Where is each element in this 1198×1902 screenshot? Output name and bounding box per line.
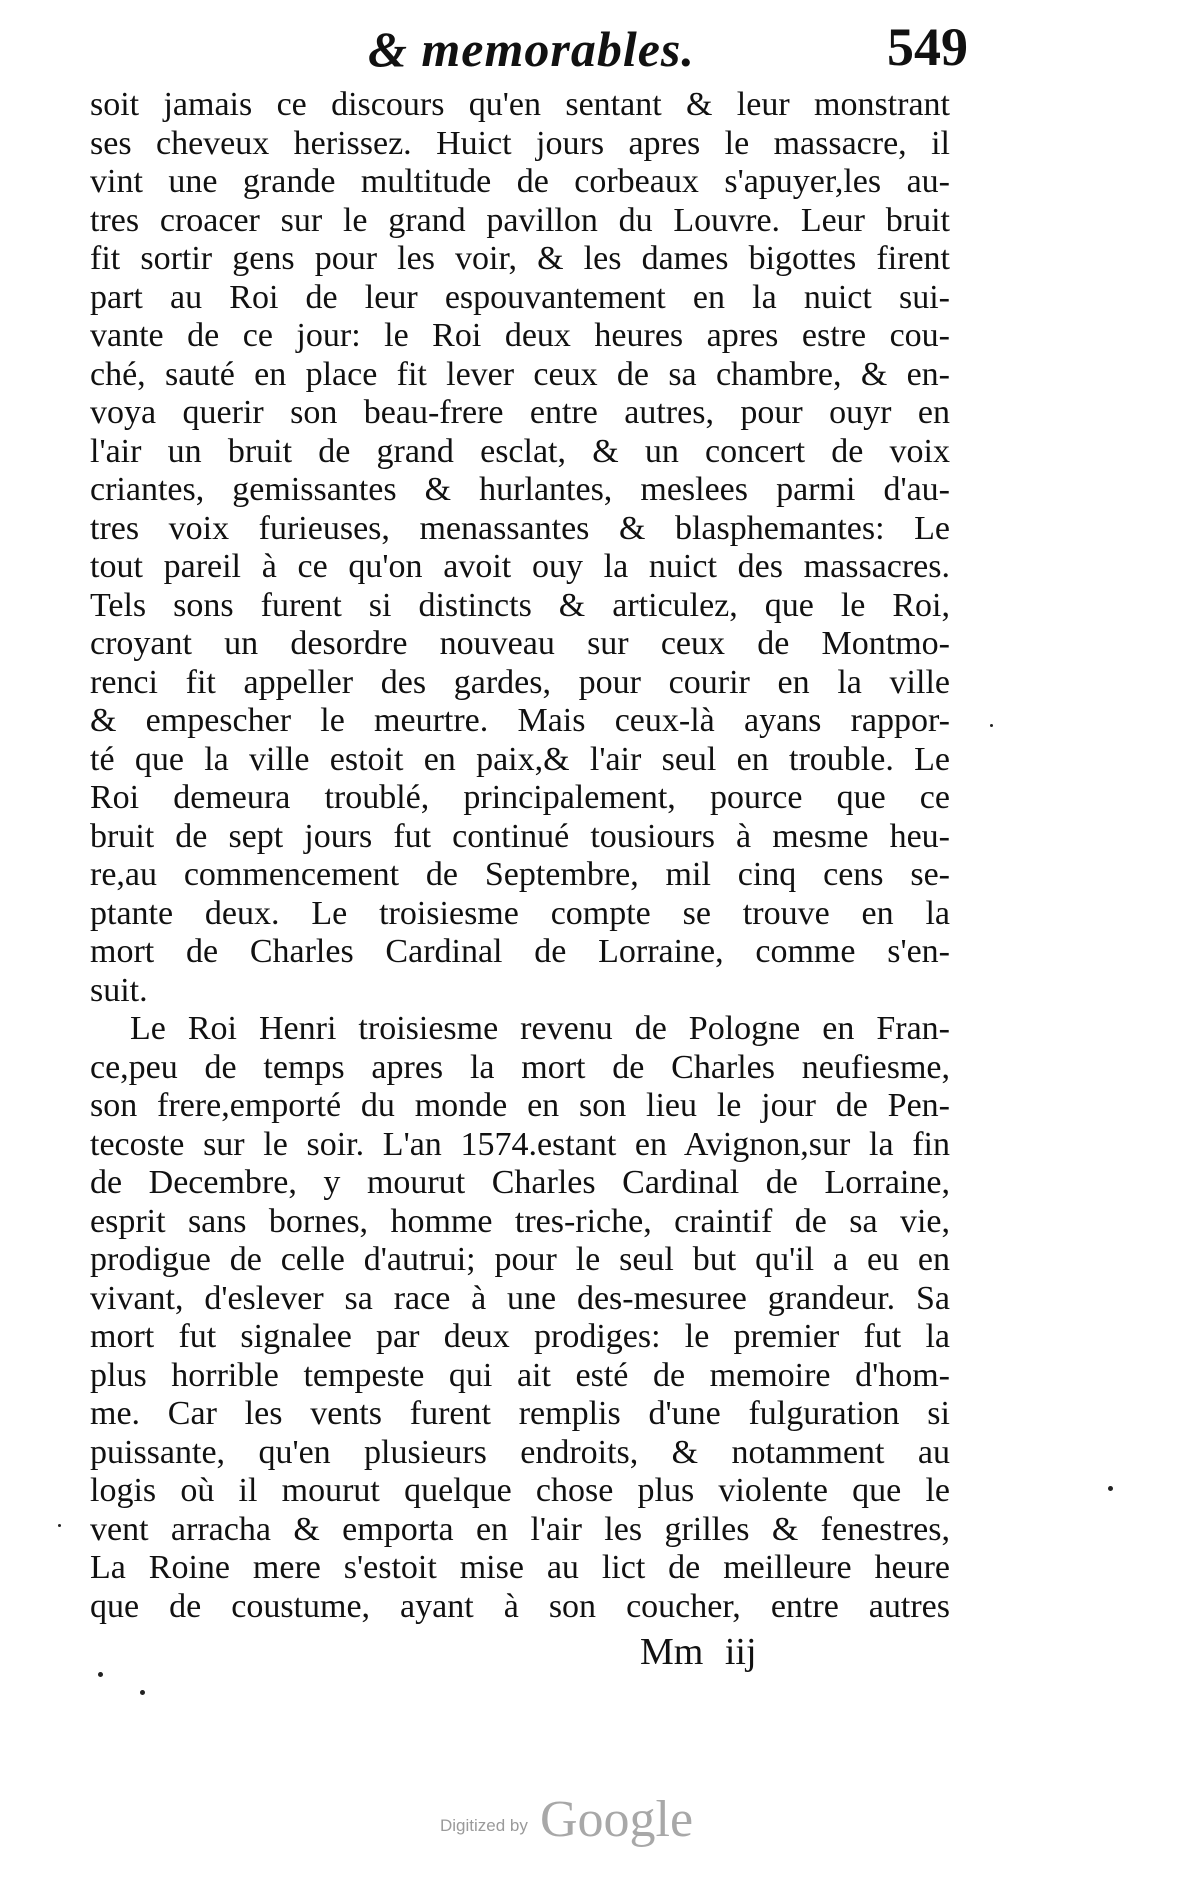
text-line: ses cheveux herissez. Huict jours apres le massacre, il — [90, 124, 950, 162]
scan-speck — [990, 724, 993, 727]
text-line: té que la ville estoit en paix,& l'air seul en trouble. Le — [90, 740, 950, 778]
page-header — [340, 17, 980, 88]
text-line: croyant un desordre nouveau sur ceux de Montmo- — [90, 625, 950, 662]
text-line: l'air un bruit de grand esclat, & un concert de voix — [90, 432, 950, 470]
text-line: tecoste sur le soir. L'an 1574.estant en Avignon,sur la fin — [90, 1125, 950, 1163]
text-line: Tels sons furent si distincts & articulez, que le Roi, — [90, 586, 950, 624]
text-line: voya querir son beau-frere entre autres, pour ouyr en — [90, 394, 950, 431]
text-line: son frere,emporté du monde en son lieu le jour de Pen- — [90, 1087, 950, 1124]
text-line: suit. — [90, 971, 148, 1009]
text-line: renci fit appeller des gardes, pour courir en la ville — [90, 663, 950, 701]
text-line: re,au commencement de Septembre, mil cinq cens se- — [90, 856, 950, 893]
scan-speck — [140, 1690, 145, 1695]
text-line: ptante deux. Le troisiesme compte se trouve en la — [90, 894, 950, 932]
text-line: logis où il mourut quelque chose plus violente que le — [90, 1472, 950, 1509]
text-line: que de coustume, ayant à son coucher, entre autres — [90, 1587, 950, 1625]
digitization-watermark — [400, 1790, 800, 1850]
text-line: puissante, qu'en plusieurs endroits, & notamment au — [90, 1433, 950, 1471]
text-line: ché, sauté en place fit lever ceux de sa chambre, & en- — [90, 355, 950, 393]
text-line: Le Roi Henri troisiesme revenu de Pologne en Fran- — [130, 1010, 950, 1047]
signature-mark: Mm iij — [640, 1631, 757, 1673]
scan-speck — [98, 1672, 103, 1677]
text-line: fit sortir gens pour les voir, & les dames bigottes firent — [90, 240, 950, 277]
page-number: 549 — [887, 17, 968, 77]
text-line: prodigue de celle d'autrui; pour le seul but qu'il a eu en — [90, 1241, 950, 1278]
scan-speck — [1108, 1486, 1113, 1491]
text-line: bruit de sept jours fut continué tousiours à mesme heu- — [90, 817, 950, 855]
text-line: tout pareil à ce qu'on avoit ouy la nuict des massacres. — [90, 548, 950, 585]
text-line: vivant, d'eslever sa race à une des-mesuree grandeur. Sa — [90, 1279, 950, 1317]
text-line: esprit sans bornes, homme tres-riche, craintif de sa vie, — [90, 1202, 950, 1240]
digitized-label: Digitized by — [440, 1816, 528, 1835]
text-line: mort fut signalee par deux prodiges: le premier fut la — [90, 1318, 950, 1355]
text-line: La Roine mere s'estoit mise au lict de meilleure heure — [90, 1549, 950, 1586]
text-line: vante de ce jour: le Roi deux heures apres estre cou- — [90, 317, 950, 354]
google-logo: Google — [540, 1791, 694, 1848]
text-line: tres croacer sur le grand pavillon du Louvre. Leur bruit — [90, 201, 950, 239]
text-line: mort de Charles Cardinal de Lorraine, comme s'en- — [90, 933, 950, 970]
text-line: de Decembre, y mourut Charles Cardinal de Lorraine, — [90, 1164, 950, 1201]
text-line: criantes, gemissantes & hurlantes, meslees parmi d'au- — [90, 471, 950, 508]
text-line: vint une grande multitude de corbeaux s'apuyer,les au- — [90, 163, 950, 200]
text-line: vent arracha & emporta en l'air les grilles & fenestres, — [90, 1510, 950, 1548]
body-text — [90, 86, 950, 1626]
text-line: ce,peu de temps apres la mort de Charles neufiesme, — [90, 1048, 950, 1086]
text-line: part au Roi de leur espouvantement en la nuict sui- — [90, 278, 950, 316]
text-line: Roi demeura troublé, principalement, pource que ce — [90, 779, 950, 816]
running-title: & memorables. — [368, 21, 695, 77]
text-line: tres voix furieuses, menassantes & blasphemantes: Le — [90, 509, 950, 547]
text-line: soit jamais ce discours qu'en sentant & leur monstrant — [90, 86, 950, 123]
text-line: & empescher le meurtre. Mais ceux-là ayans rappor- — [90, 702, 950, 739]
scan-speck — [58, 1524, 61, 1527]
text-line: me. Car les vents furent remplis d'une fulguration si — [90, 1395, 950, 1432]
text-line: plus horrible tempeste qui ait esté de memoire d'hom- — [90, 1356, 950, 1394]
